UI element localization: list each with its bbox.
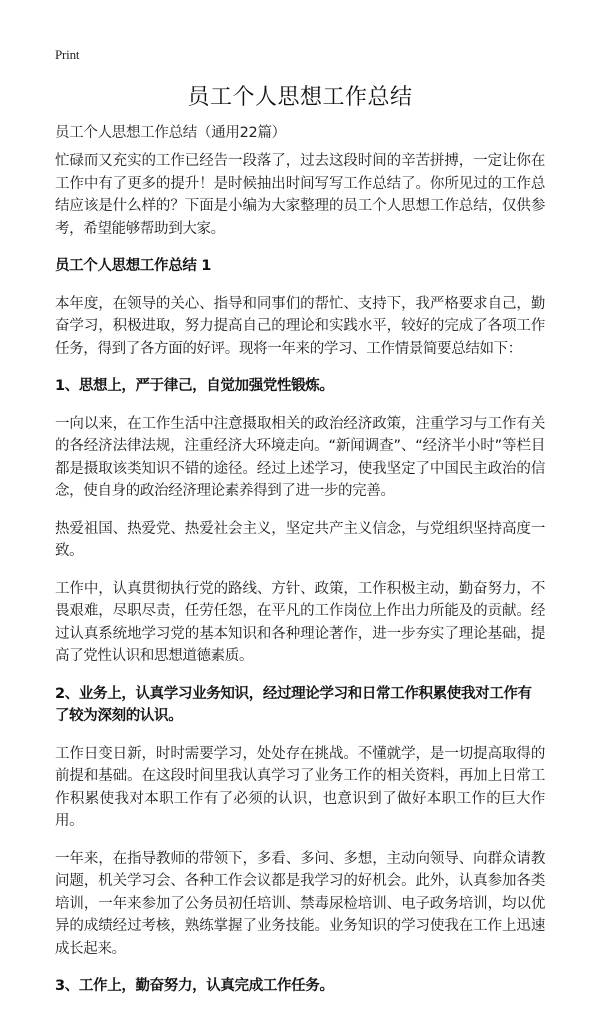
print-label: Print bbox=[55, 47, 80, 62]
body-paragraph: 本年度，在领导的关心、指导和同事们的帮忙、支持下，我严格要求自己，勤奋学习，积极进取，努力提高自己的理论和实践水平，较好的完成了各项工作任务，得到了各方面的好评。现将一年来的学习、工作情景简要总结如下： bbox=[55, 295, 545, 357]
body-paragraph: 一年来，在指导教师的带领下，多看、多问、多想，主动向领导、向群众请教问题，机关学习会、各种工作会议都是我学习的好机会。此外，认真参加各类培训，一年来参加了公务员初任培训、禁毒尿检培训、电子政务培训，均以优异的成绩经过考核，熟练掌握了业务技能。业务知识的学习使我在工作上迅速成长起来。 bbox=[55, 850, 545, 957]
body-paragraph: 工作日变日新，时时需要学习，处处存在挑战。不懂就学，是一切提高取得的前提和基础。在这段时间里我认真学习了业务工作的相关资料，再加上日常工作积累使我对本职工作有了必须的认识，也意识到了做好本职工作的巨大作用。 bbox=[55, 745, 545, 829]
document-title: 员工个人思想工作总结 bbox=[187, 85, 413, 110]
body-paragraph: 工作中，认真贯彻执行党的路线、方针、政策，工作积极主动，勤奋努力，不畏艰难，尽职尽责，任劳任怨，在平凡的工作岗位上作出力所能及的贡献。经过认真系统地学习党的基本知识和各种理论著作，进一步夯实了理论基础，提高了党性认识和思想道德素质。 bbox=[55, 580, 545, 664]
subsection-heading: 3、工作上，勤奋努力，认真完成工作任务。 bbox=[55, 978, 334, 994]
body-paragraph: 热爱祖国、热爱党、热爱社会主义，坚定共产主义信念，与党组织坚持高度一致。 bbox=[55, 520, 545, 559]
document-body bbox=[55, 150, 545, 1013]
subsection-heading: 1、思想上，严于律己，自觉加强党性锻炼。 bbox=[55, 378, 334, 394]
subsection-heading: 2、业务上，认真学习业务知识，经过理论学习和日常工作积累使我对工作有了较为深刻的认识。 bbox=[55, 685, 532, 724]
intro-paragraph: 忙碌而又充实的工作已经告一段落了，过去这段时间的辛苦拼搏，一定让你在工作中有了更多的提升！是时候抽出时间写写工作总结了。你所见过的工作总结应该是什么样的？下面是小编为大家整理的员工个人思想工作总结，仅供参考，希望能够帮助到大家。 bbox=[55, 153, 545, 237]
document-subtitle: 员工个人思想工作总结（通用22篇） bbox=[55, 125, 286, 141]
body-paragraph: 一向以来，在工作生活中注意摄取相关的政治经济政策，注重学习与工作有关的各经济法律法规，注重经济大环境走向。“新闻调查”、“经济半小时”等栏目都是摄取该类知识不错的途径。经过上述学习，使我坚定了中国民主政治的信念，使自身的政治经济理论素养得到了进一步的完善。 bbox=[55, 415, 545, 499]
section-heading: 员工个人思想工作总结 1 bbox=[55, 258, 211, 274]
